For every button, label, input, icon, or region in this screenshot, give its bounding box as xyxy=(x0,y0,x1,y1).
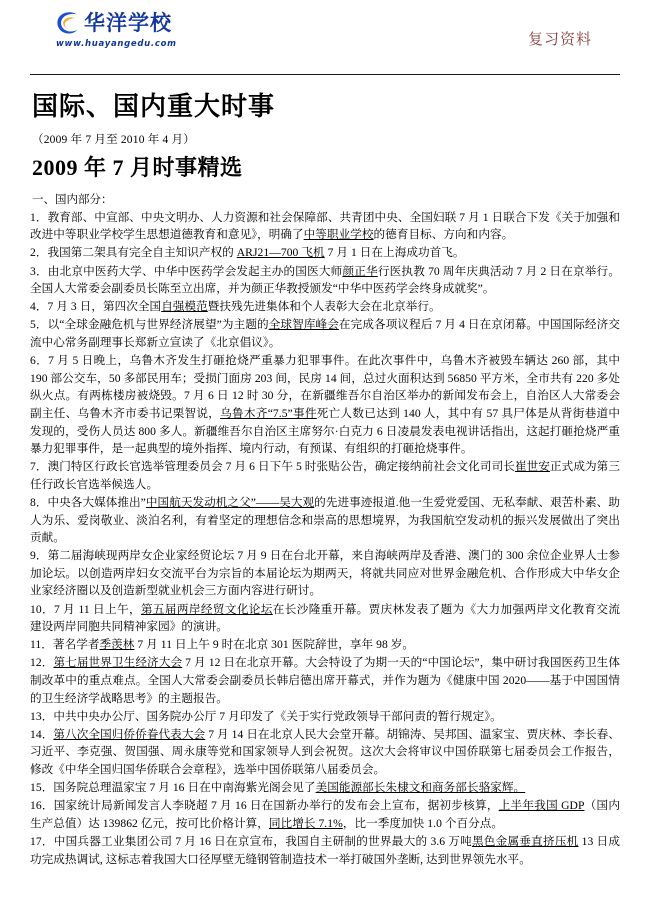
news-item-keyword: 美国能源部长朱棣文和商务部长骆家辉。 xyxy=(315,781,526,795)
news-item-text: ，比一季度加快 1.0 个百分点。 xyxy=(342,816,504,830)
news-item-keyword: 第七届世界卫生经济大会 xyxy=(53,656,183,670)
page-subtitle: （2009 年 7 月至 2010 年 4 月） xyxy=(32,134,195,147)
news-item-keyword: 颜正华 xyxy=(342,264,378,278)
news-item-text: 中国兵器工业集团公司 7 月 16 日在京宣布，我国自主研制的世界最大的 3.6 万吨 xyxy=(53,835,472,849)
news-item-number: 8． xyxy=(30,495,48,509)
news-item-number: 10． xyxy=(30,602,55,616)
news-item-number: 3． xyxy=(30,264,48,278)
news-item-number: 13． xyxy=(30,709,54,723)
news-item-number: 6． xyxy=(30,354,49,368)
page-header xyxy=(30,0,620,70)
news-item-text: 国家统计局新闻发言人李晓超 7 月 16 日在国新办举行的发布会上宣布，据初步核算， xyxy=(53,799,499,813)
news-item-keyword: 乌鲁木齐“7.5”事件 xyxy=(220,406,317,420)
news-item-text: 中共中央办公厅、国务院办公厅 7 月印发了《关于实行党政领导干部问责的暂行规定》。 xyxy=(53,709,502,723)
news-item xyxy=(30,244,620,262)
news-item-text: 7 月 1 日在上海成功首飞。 xyxy=(324,246,465,260)
news-item-keyword: 自强模范 xyxy=(161,300,208,314)
news-item-text: 的德育目标、方向和内容。 xyxy=(373,228,514,242)
news-item-number: 7． xyxy=(30,460,48,474)
news-item-text: 7 月 11 日上午， xyxy=(54,602,141,616)
news-item-text: 7 月 3 日，第四次全国 xyxy=(47,300,162,314)
news-item-text: 以“全球金融危机与世界经济展望”为主题的 xyxy=(47,318,269,332)
news-item-text: 7 月 5 日晚上，乌鲁木齐发生打砸抢烧严重暴力犯罪事件。在此次事件中，乌鲁木齐被毁车辆达 260 部，其中 190 部公交车，50 多部民用车；受损门面房 203 间，民房 14 间，总过火面积达到 56850 平方米，全市共有 220 多处纵火点。有两栋楼房被烧毁。7 月 6 日 12 时 30 分，在新疆维吾尔自治区举办的新闻发布会上，自治区人大常委会副主任、乌鲁木齐市委书记栗智说， xyxy=(30,354,620,420)
news-item-text: 的先进事迹报道.他一生爱党爱国、无私奉献、艰苦朴素、助人为乐、爱岗敬业、淡泊名利，有着坚定的理想信念和崇高的思想境界，为我国航空发动机的振兴发展做出了突出贡献。 xyxy=(30,495,620,545)
news-item-number: 9． xyxy=(30,549,48,563)
part-label: 一、国内部分： xyxy=(32,193,113,206)
news-item-text: 第二届海峡现两岸女企业家经贸论坛 7 月 9 日在台北开幕，来自海峡两岸及香港、澳门的 300 余位企业界人士参加论坛。以创造两岸妇女交流平台为宗旨的本届论坛为期两天，将就共同应对世界金融危机、合作形成大中华女企业家经济圈以及创造新型就业机会三方面内容进行研讨。 xyxy=(30,549,620,598)
news-item-text: 澳门特区行政长官选举管理委员会 7 月 6 日下午 5 时张贴公告，确定接纳前社会文化司司长 xyxy=(47,460,515,474)
news-item xyxy=(30,547,620,600)
logo-name: 华洋学校 xyxy=(84,10,172,35)
news-item-text: 暨扶残先进集体和个人表彰大会在北京举行。 xyxy=(207,300,441,314)
logo-row xyxy=(55,10,172,36)
news-item-text: 7 月 14 日在北京人民大会堂开幕。胡锦涛、吴邦国、温家宝、贾庆林、李长春、习近平、李克强、贺国强、周永康等党和国家领导人到会祝贺。这次大会将审议中国侨联第七届委员会工作报告，修改《中华全国归国华侨联合会章程》，选举中国侨联第八届委员会。 xyxy=(30,727,620,777)
news-item-number: 15． xyxy=(30,781,54,795)
news-item-keyword: 第八次全国归侨侨眷代表大会 xyxy=(53,727,206,741)
news-item xyxy=(30,458,620,493)
news-item xyxy=(30,263,620,298)
news-item-text: 教育部、中宣部、中央文明办、人力资源和社会保障部、共青团中央、全国妇联 7 月 1 日联合下发《关于加强和改进中等职业学校学生思想道德教育和意见》，明确了 xyxy=(30,210,620,242)
news-item-text: 7 月 11 日上午 9 时在北京 301 医院辞世，享年 98 岁。 xyxy=(134,638,415,652)
news-item-text: （国内生产总值）达 139862 亿元，按可比价格计算， xyxy=(30,799,621,830)
news-item xyxy=(30,494,620,547)
news-item-number: 14． xyxy=(30,727,54,741)
news-item-keyword: 季羡林 xyxy=(99,638,135,652)
news-item-keyword: 第五届两岸经贸文化论坛 xyxy=(140,602,273,616)
news-item xyxy=(30,779,620,797)
news-item-number: 17． xyxy=(30,835,54,849)
news-item-text: 中央各大媒体推出” xyxy=(47,495,146,509)
news-item-text: 在长沙隆重开幕。贾庆林发表了题为《大力加强两岸文化教育交流 建设两岸同胞共同精神家园》的演讲。 xyxy=(30,602,632,634)
news-item-text: 我国第二架具有完全自主知识产权的 xyxy=(47,246,237,260)
news-item-number: 5． xyxy=(30,318,48,332)
news-item xyxy=(30,654,620,707)
news-item xyxy=(30,708,620,726)
news-item-text: 国务院总理温家宝 7 月 16 日在中南海紫光阁会见了 xyxy=(53,781,316,795)
news-item-keyword: 黑色金属垂直挤压机 xyxy=(471,835,579,849)
news-item-keyword: 同比增长 7.1% xyxy=(268,816,343,830)
news-item xyxy=(30,636,620,654)
news-item-text: 7 月 12 日在北京开幕。大会特设了为期一天的“中国论坛”，集中研讨我国医药卫生体制改革中的重点难点。全国人大常委会副委员长韩启德出席开幕式，并作为题为《健康中国 2020——基于中国国情的卫生经济学战略思考》的主题报告。 xyxy=(30,656,620,705)
news-item-number: 4． xyxy=(30,300,48,314)
news-item-keyword: 上半年我国 GDP xyxy=(498,799,585,813)
news-item xyxy=(30,797,620,832)
news-item xyxy=(30,352,620,458)
logo-url: www.huayangedu.com xyxy=(56,39,177,49)
news-item xyxy=(30,601,632,636)
news-item-text: 行医执教 70 周年庆典活动 7 月 2 日在京举行。全国人大常委会副委员长陈至立出席，并为颜正华教授颁发“中华中医药学会终身成就奖”。 xyxy=(30,264,620,296)
news-item xyxy=(30,316,620,351)
news-item-number: 12． xyxy=(30,656,54,670)
news-item-text: 死亡人数已达到 140 人，其中有 57 具尸体是从背街巷道中发现的，受伤人员达 800 多人。新疆维吾尔自治区主席努尔·白克力 6 日凌晨发表电视讲话指出，这起打砸抢烧严重暴力犯罪事件，是一起典型的境外指挥、境内行动，有预谋、有组织的打砸抢烧事件。 xyxy=(30,406,620,456)
section-title: 2009 年 7 月时事精选 xyxy=(32,155,243,181)
news-item-keyword: 全球智库峰会 xyxy=(268,318,339,332)
news-item-keyword: 中等职业学校 xyxy=(303,228,374,242)
news-item-keyword: ARJ21—700 飞机 xyxy=(236,246,325,260)
news-item-text: 正式成为第三任行政长官选举候选人。 xyxy=(30,460,620,491)
site-logo xyxy=(55,10,177,49)
news-item xyxy=(30,298,620,316)
news-item-keyword: 崔世安 xyxy=(514,460,550,474)
page-title: 国际、国内重大时事 xyxy=(32,92,276,121)
news-item-text: 著名学者 xyxy=(52,638,100,652)
news-item-number: 11． xyxy=(30,638,53,652)
news-item-number: 2． xyxy=(30,246,48,260)
news-item-text: 在完成各项议程后 7 月 4 日在京闭幕。中国国际经济交流中心常务副理事长郑新立宣读了《北京倡议》。 xyxy=(30,318,620,349)
news-item-text: 13 日成功完成热调试, 这标志着我国大口径厚壁无缝钢管制造技术一举打破国外垄断, 达到世界领先水平。 xyxy=(30,835,621,866)
news-item xyxy=(30,209,620,244)
header-label: 复习资料 xyxy=(527,30,592,48)
news-item xyxy=(30,833,620,868)
news-item-number: 16． xyxy=(30,799,54,813)
swoosh-circle-icon xyxy=(55,10,81,36)
news-item xyxy=(30,726,620,779)
header-divider xyxy=(30,74,620,75)
news-item-text: 由北京中医药大学、中华中医药学会发起主办的国医大师 xyxy=(47,264,343,278)
news-item-keyword: 中国航天发动机之父”——吴大观 xyxy=(145,495,315,509)
news-item-number: 1． xyxy=(30,210,48,224)
news-item-list xyxy=(30,209,632,869)
